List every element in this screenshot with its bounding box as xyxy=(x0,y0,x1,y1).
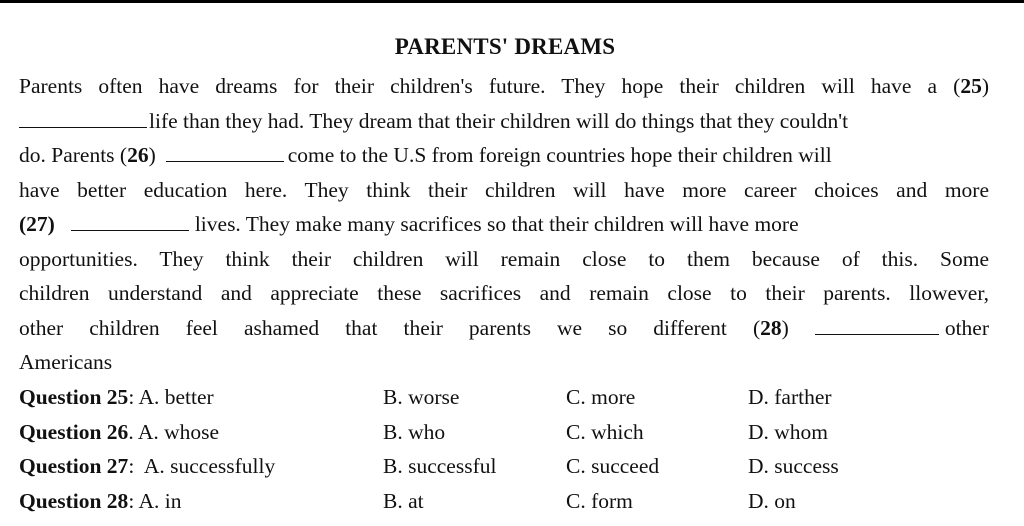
passage-text: opportunities. They think their children will remain close to them because of this. Some xyxy=(19,246,989,271)
option-b: B. at xyxy=(383,488,424,513)
option-a-text: : A. in xyxy=(128,488,182,513)
blank-number-27: (27) xyxy=(19,212,55,236)
passage-text: Parents often have dreams for their children's future. They hope their children will have a ( xyxy=(19,74,961,98)
reading-passage xyxy=(19,69,989,380)
blank-number-25: 25 xyxy=(960,74,982,98)
option-d: D. success xyxy=(748,454,839,478)
passage-text: children understand and appreciate these sacrifices and remain close to their parents. llowever, xyxy=(19,281,989,305)
option-b: B. worse xyxy=(383,385,460,409)
passage-line-5 xyxy=(19,207,989,242)
passage-text: have better education here. They think their children will have more career choices and more xyxy=(19,177,989,202)
passage-text: life than they had. They dream that their children will do things that they couldn't xyxy=(149,108,849,133)
option-b: B. successful xyxy=(383,454,497,478)
passage-line-8 xyxy=(19,311,989,346)
question-label: Question 28 xyxy=(19,488,129,513)
option-c: C. form xyxy=(566,488,633,513)
option-a xyxy=(19,380,214,415)
option-d: D. on xyxy=(748,488,796,513)
question-28 xyxy=(19,484,1009,519)
question-label: Question 26 xyxy=(19,419,129,444)
passage-text: come to the U.S from foreign countries hope their children will xyxy=(287,143,832,167)
passage-line-1 xyxy=(19,69,989,104)
passage-text: do. Parents ( xyxy=(19,143,128,167)
option-d: D. whom xyxy=(748,419,829,444)
passage-text: ) xyxy=(148,143,156,167)
passage-text: Americans xyxy=(19,350,113,374)
question-label: Question 25 xyxy=(19,385,129,409)
option-a xyxy=(19,415,219,450)
answer-blank-26 xyxy=(166,161,284,162)
top-border-line xyxy=(0,0,1024,3)
passage-line-4 xyxy=(19,173,989,208)
question-26 xyxy=(19,415,1009,450)
option-c: C. more xyxy=(566,385,636,409)
blank-number-26: 26 xyxy=(127,143,149,167)
passage-line-3 xyxy=(19,138,989,173)
passage-line-6 xyxy=(19,242,989,277)
question-25 xyxy=(19,380,1009,415)
option-d: D. farther xyxy=(748,385,832,409)
passage-text: other xyxy=(944,315,990,340)
question-list xyxy=(19,380,1009,518)
passage-text: lives. They make many sacrifices so that their children will have more xyxy=(194,212,799,236)
page-title: PARENTS' DREAMS xyxy=(394,34,616,59)
option-c: C. which xyxy=(566,419,644,444)
option-c: C. succeed xyxy=(566,454,660,478)
answer-blank-25 xyxy=(19,127,147,128)
answer-blank-27 xyxy=(71,230,189,231)
option-a-text: . A. whose xyxy=(128,419,220,444)
passage-line-9 xyxy=(19,345,989,380)
option-a-text: : A. better xyxy=(128,385,214,409)
question-27 xyxy=(19,449,1009,484)
option-b: B. who xyxy=(383,419,446,444)
question-label: Question 27 xyxy=(19,454,129,478)
passage-line-2 xyxy=(19,104,989,139)
passage-text: other children feel ashamed that their parents we so different ( xyxy=(19,315,761,340)
option-a xyxy=(19,449,275,484)
passage-text: ) xyxy=(781,315,789,340)
option-a xyxy=(19,484,181,519)
passage-text: ) xyxy=(981,74,989,98)
answer-blank-28 xyxy=(815,334,939,335)
passage-line-7 xyxy=(19,276,989,311)
blank-number-28: 28 xyxy=(760,315,782,340)
option-a-text: : A. successfully xyxy=(128,454,276,478)
